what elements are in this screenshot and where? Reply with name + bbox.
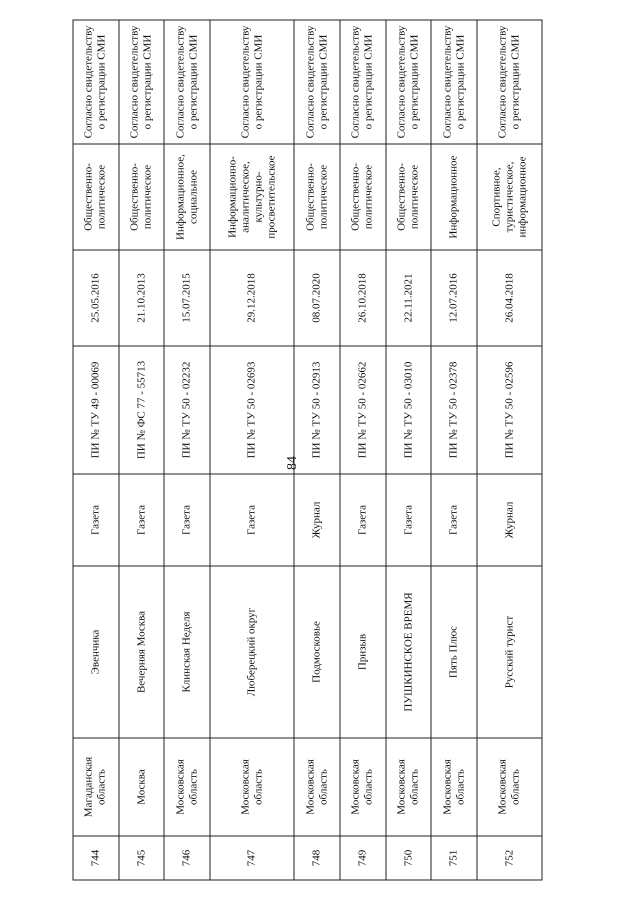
table-row xyxy=(73,20,119,880)
date-cell: 12.07.2016 xyxy=(431,250,477,346)
license-cell: ПИ № ТУ 50 - 02913 xyxy=(294,346,340,474)
license-cell: ПИ № ТУ 50 - 02662 xyxy=(340,346,386,474)
media-name-cell: Пять Плюс xyxy=(431,566,477,738)
specialization-cell: Общественно-политическое xyxy=(294,144,340,250)
region-cell: Московская область xyxy=(294,738,340,836)
region-cell: Московская область xyxy=(340,738,386,836)
media-type-cell: Газета xyxy=(340,474,386,566)
note-cell: Согласно свидетельству о регистрации СМИ xyxy=(164,20,210,144)
media-registry-table xyxy=(73,20,543,881)
page-number: 84 xyxy=(285,456,300,470)
media-name-cell: Русский турист xyxy=(477,566,542,738)
date-cell: 08.07.2020 xyxy=(294,250,340,346)
note-cell: Согласно свидетельству о регистрации СМИ xyxy=(386,20,432,144)
note-cell: Согласно свидетельству о регистрации СМИ xyxy=(431,20,477,144)
license-cell: ПИ № ФС 77 - 55713 xyxy=(119,346,165,474)
note-cell: Согласно свидетельству о регистрации СМИ xyxy=(119,20,165,144)
license-cell: ПИ № ТУ 49 - 00069 xyxy=(73,346,119,474)
media-type-cell: Газета xyxy=(386,474,432,566)
media-name-cell: Эвенчика xyxy=(73,566,119,738)
media-name-cell: Вечерняя Москва xyxy=(119,566,165,738)
specialization-cell: Общественно-политическое xyxy=(73,144,119,250)
media-name-cell: Люберецкий округ xyxy=(210,566,294,738)
media-name-cell: ПУШКИНСКОЕ ВРЕМЯ xyxy=(386,566,432,738)
date-cell: 25.05.2016 xyxy=(73,250,119,346)
date-cell: 26.10.2018 xyxy=(340,250,386,346)
specialization-cell: Информационное xyxy=(431,144,477,250)
row-number: 751 xyxy=(431,836,477,880)
row-number: 746 xyxy=(164,836,210,880)
row-number: 750 xyxy=(386,836,432,880)
specialization-cell: Общественно-политическое xyxy=(119,144,165,250)
note-cell: Согласно свидетельству о регистрации СМИ xyxy=(73,20,119,144)
table-row xyxy=(294,20,340,880)
specialization-cell: Информационное, социальное xyxy=(164,144,210,250)
note-cell: Согласно свидетельству о регистрации СМИ xyxy=(294,20,340,144)
specialization-cell: Информационно-аналитическое, культурно-просветительское xyxy=(210,144,294,250)
media-name-cell: Клинская Неделя xyxy=(164,566,210,738)
media-type-cell: Газета xyxy=(210,474,294,566)
specialization-cell: Спортивное, туристическое, информационное xyxy=(477,144,542,250)
row-number: 752 xyxy=(477,836,542,880)
media-type-cell: Газета xyxy=(119,474,165,566)
row-number: 747 xyxy=(210,836,294,880)
date-cell: 22.11.2021 xyxy=(386,250,432,346)
media-type-cell: Газета xyxy=(164,474,210,566)
region-cell: Москва xyxy=(119,738,165,836)
rotated-table-area xyxy=(72,20,542,880)
media-name-cell: Призыв xyxy=(340,566,386,738)
row-number: 744 xyxy=(73,836,119,880)
region-cell: Московская область xyxy=(431,738,477,836)
table-row xyxy=(386,20,432,880)
media-type-cell: Журнал xyxy=(477,474,542,566)
table-row xyxy=(431,20,477,880)
row-number: 745 xyxy=(119,836,165,880)
media-type-cell: Газета xyxy=(73,474,119,566)
date-cell: 29.12.2018 xyxy=(210,250,294,346)
table-row xyxy=(340,20,386,880)
region-cell: Московская область xyxy=(164,738,210,836)
note-cell: Согласно свидетельству о регистрации СМИ xyxy=(477,20,542,144)
row-number: 748 xyxy=(294,836,340,880)
table-row xyxy=(477,20,542,880)
specialization-cell: Общественно-политическое xyxy=(386,144,432,250)
note-cell: Согласно свидетельству о регистрации СМИ xyxy=(340,20,386,144)
media-name-cell: Подмосковье xyxy=(294,566,340,738)
license-cell: ПИ № ТУ 50 - 02596 xyxy=(477,346,542,474)
date-cell: 21.10.2013 xyxy=(119,250,165,346)
specialization-cell: Общественно-политическое xyxy=(340,144,386,250)
media-type-cell: Газета xyxy=(431,474,477,566)
region-cell: Московская область xyxy=(210,738,294,836)
media-type-cell: Журнал xyxy=(294,474,340,566)
table-row xyxy=(210,20,294,880)
region-cell: Московская область xyxy=(386,738,432,836)
license-cell: ПИ № ТУ 50 - 02232 xyxy=(164,346,210,474)
table-row xyxy=(119,20,165,880)
date-cell: 26.04.2018 xyxy=(477,250,542,346)
license-cell: ПИ № ТУ 50 - 03010 xyxy=(386,346,432,474)
license-cell: ПИ № ТУ 50 - 02693 xyxy=(210,346,294,474)
date-cell: 15.07.2015 xyxy=(164,250,210,346)
table-row xyxy=(164,20,210,880)
row-number: 749 xyxy=(340,836,386,880)
region-cell: Московская область xyxy=(477,738,542,836)
region-cell: Магаданская область xyxy=(73,738,119,836)
license-cell: ПИ № ТУ 50 - 02378 xyxy=(431,346,477,474)
note-cell: Согласно свидетельству о регистрации СМИ xyxy=(210,20,294,144)
